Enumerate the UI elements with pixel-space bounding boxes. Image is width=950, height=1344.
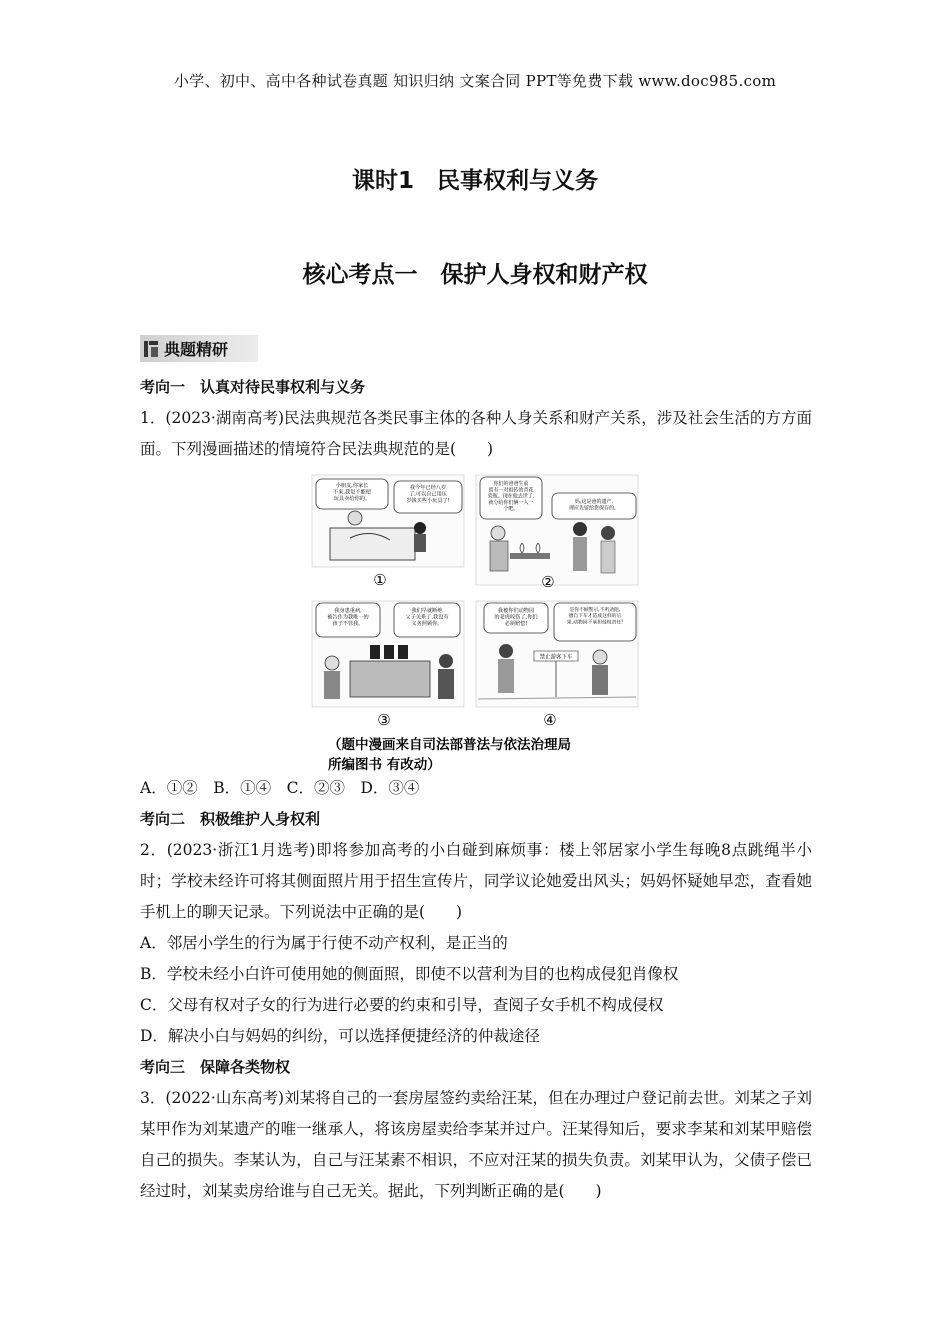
- comic-caption-line-2: 所编图书 有改动）: [328, 757, 441, 773]
- question-1-text: 1．(2023·湖南高考)民法典规范各类民事主体的各种人身关系和财产关系，涉及社会生活的方方面面。下列漫画描述的情境符合民法典规范的是( ): [140, 409, 812, 458]
- kaoxiang-2-heading: 考向二 积极维护人身权利: [140, 810, 321, 828]
- comic-label-3: ③: [377, 711, 391, 729]
- comic-label-2: ②: [541, 573, 555, 591]
- comic-panel-3: [312, 601, 464, 707]
- section-tag-label: 典题精研: [164, 340, 229, 359]
- comic-panel-2: [476, 475, 638, 585]
- question-2-option-d: D．解决小白与妈妈的纠纷，可以选择便捷经济的仲裁途径: [140, 1027, 540, 1045]
- question-2-option-c: C．父母有权对子女的行为进行必要的约束和引导，查阅子女手机不构成侵权: [140, 996, 664, 1014]
- comic-panel-4: [476, 601, 638, 707]
- section-marker-icon: [144, 341, 158, 357]
- svg-text:我被你们动物园的老虎咬伤了,你们必须赔偿!: 我被你们动物园的老虎咬伤了,你们必须赔偿!: [494, 608, 538, 627]
- question-2-option-b: B．学校未经小白许可使用她的侧面照，即使不以营利为目的也构成侵犯肖像权: [140, 965, 679, 983]
- comic-panel-1: [312, 475, 464, 567]
- svg-text:妈,这是爸的遗产,理应先留给您保存的。: 妈,这是爸的遗产,理应先留给您保存的。: [568, 499, 620, 512]
- page-header: 小学、初中、高中各种试卷真题 知识归纳 文案合同 PPT等免费下载 www.doc985.com: [173, 72, 777, 90]
- svg-text:我身患重病,被告作为我唯一的孩子不管我。: 我身患重病,被告作为我唯一的孩子不管我。: [327, 608, 369, 627]
- question-1-options: A．①② B．①④ C．②③ D．③④: [140, 779, 420, 797]
- sign-text: 禁止游客下车: [539, 654, 573, 661]
- lesson-title: 课时1 民事权利与义务: [351, 168, 598, 194]
- comic-label-4: ④: [543, 711, 557, 729]
- comic-figure: [310, 473, 640, 773]
- kaoxiang-3-heading: 考向三 保障各类物权: [140, 1058, 291, 1076]
- question-3-text: 3．(2022·山东高考)刘某将自己的一套房屋签约卖给汪某，但在办理过户登记前去世。刘某之子刘某甲作为刘某遗产的唯一继承人，将该房屋卖给李某并过户。汪某得知后，要求李某和刘某甲赔偿自己的损失。李某认为，自己与汪某素不相识，不应对汪某的损失负责。刘某甲认为，父债子偿已经过时，刘某卖房给谁与自己无关。据此，下列判断正确的是( ): [140, 1089, 812, 1200]
- svg-text:是你不顾警示,不听劝阻,擅自下车才造成这样的后果,动物园不承: 是你不顾警示,不听劝阻,擅自下车才造成这样的后果,动物园不承担侵权责任!: [566, 608, 624, 626]
- question-2-option-a: A．邻居小学生的行为属于行使不动产权利，是正当的: [140, 934, 508, 952]
- section-tag: [140, 335, 258, 362]
- question-2-text: 2．(2023·浙江1月选考)即将参加高考的小白碰到麻烦事：楼上邻居家小学生每晚8点跳绳半小时；学校未经许可将其侧面照片用于招生宣传片，同学议论她爱出风头；妈妈怀疑她早恋，查看她手机上的聊天记录。下列说法中正确的是( ): [140, 841, 812, 921]
- document-body: [140, 372, 812, 1207]
- kaoxiang-1-heading: 考向一 认真对待民事权利与义务: [140, 378, 366, 396]
- comic-panels-illustration: [310, 473, 640, 773]
- svg-text:你们的爸爸生前留有一对祖传的青花瓷瓶。现在他去世了,就分给你: 你们的爸爸生前留有一对祖传的青花瓷瓶。现在他去世了,就分给你们俩一人一个吧。: [487, 481, 535, 513]
- comic-caption-line-1: （题中漫画来自司法部普法与依法治理局: [328, 737, 571, 753]
- topic-title: 核心考点一 保护人身权和财产权: [302, 262, 648, 288]
- svg-text:我们早就断绝父子关系了,我没有义务照顾你。: 我们早就断绝父子关系了,我没有义务照顾你。: [405, 608, 449, 627]
- svg-text:小朋友,你家长不来,我是不能把玩具卖给你的。: 小朋友,你家长不来,我是不能把玩具卖给你的。: [333, 483, 371, 502]
- svg-text:我今年已经八岁了,可以自己用压岁钱买些小玩具了!: 我今年已经八岁了,可以自己用压岁钱买些小玩具了!: [406, 485, 450, 504]
- comic-label-1: ①: [373, 571, 387, 589]
